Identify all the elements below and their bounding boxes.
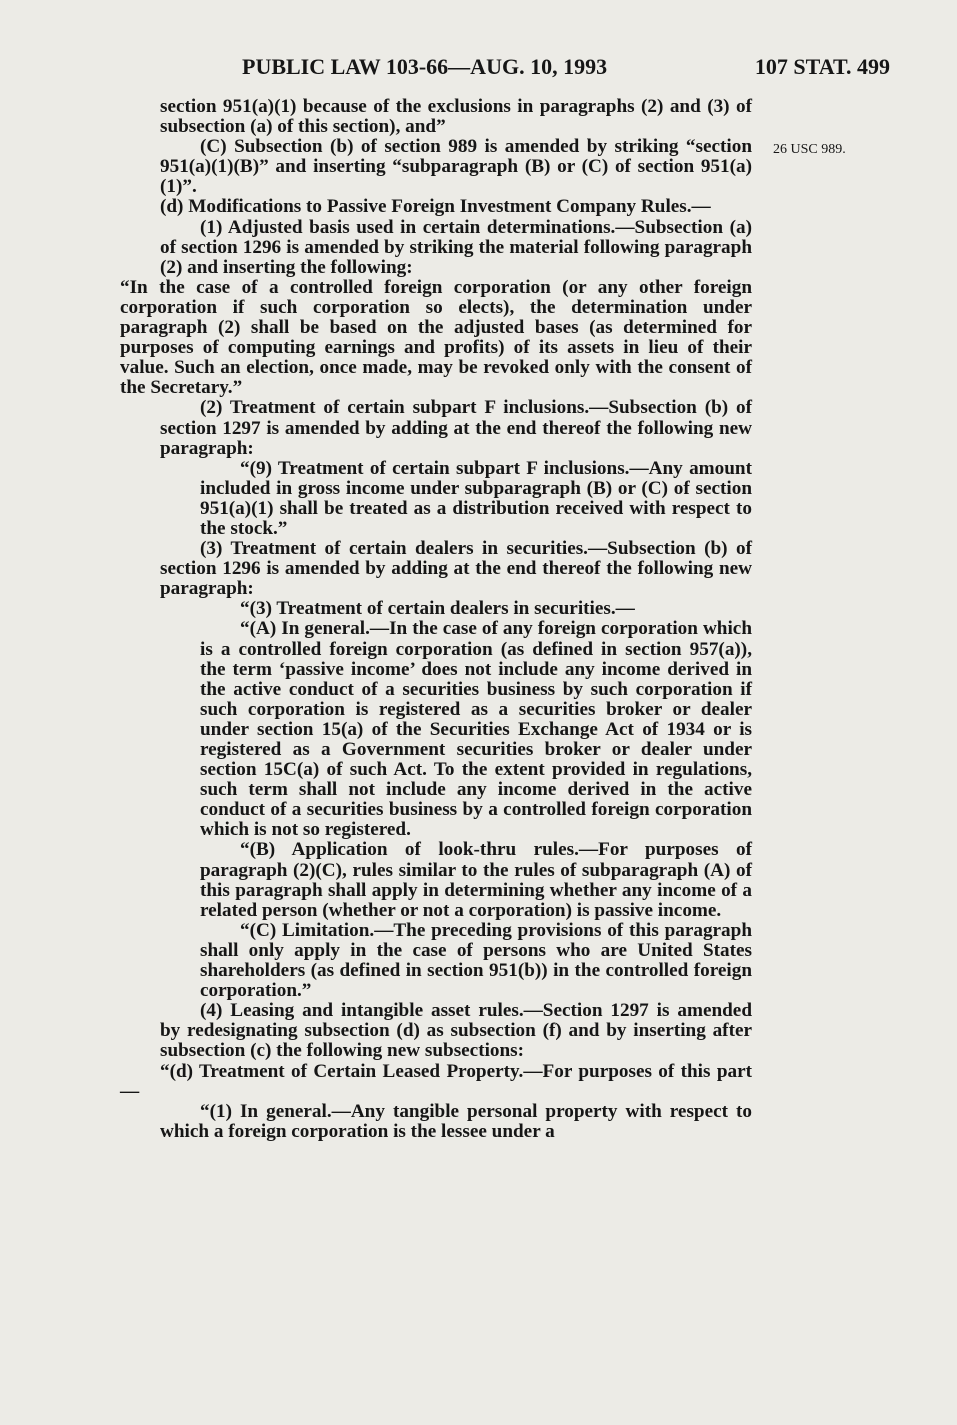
- paragraph-1-adjusted-basis: (1) Adjusted basis used in certain determinations.—Subsection (a) of section 1296 is amended by striking the material following paragraph (2) and inserting the following:: [160, 216, 752, 278]
- quoted-text-controlled-foreign-corporation: “In the case of a controlled foreign corporation (or any other foreign corporation if such corporation so elects), the determination under paragraph (2) shall be based on the adjusted bases (as determined for purposes of computing earnings and profits) of its assets in lieu of their value. Such an election, once made, may be revoked only with the consent of the Secretary.”: [120, 276, 752, 399]
- header-title: PUBLIC LAW 103-66—AUG. 10, 1993: [242, 54, 608, 79]
- paragraph-3-dealers: (3) Treatment of certain dealers in securities.—Subsection (b) of section 1296 is amended by adding at the end thereof the following new paragraph:: [160, 538, 752, 600]
- paragraph-continued: section 951(a)(1) because of the exclusions in paragraphs (2) and (3) of subsection (a) of this section), and”: [160, 96, 752, 138]
- header-stat-citation: 107 STAT. 499: [754, 54, 890, 79]
- paragraph-1-in-general: “(1) In general.—Any tangible personal property with respect to which a foreign corporation is the lessee under a: [160, 1100, 752, 1142]
- page-header: [120, 54, 890, 84]
- heading-d-text: (d) Modifications to Passive Foreign Investment Company Rules.—: [160, 196, 711, 218]
- paragraph-3-dealers-heading: “(3) Treatment of certain dealers in securities.—: [240, 598, 635, 620]
- paragraph-a-in-general: “(A) In general.—In the case of any foreign corporation which is a controlled foreign corporation (as defined in section 957(a)), the term ‘passive income’ does not include any income derived in the active conduct of a securities business by such corporation if such corporation is registered as a securities broker or dealer under section 15(a) of the Securities Exchange Act of 1934 or is registered as a Government securities broker or dealer under section 15C(a) of such Act. To the extent provided in regulations, such term shall not include any income derived in the active conduct of a securities business by a controlled foreign corporation which is not so registered.: [200, 618, 752, 841]
- paragraph-d-leased-property: “(d) Treatment of Certain Leased Property.—For purposes of this part—: [120, 1060, 752, 1102]
- paragraph-2-subpart-f: (2) Treatment of certain subpart F inclusions.—Subsection (b) of section 1297 is amended by adding at the end thereof the following new paragraph:: [160, 397, 752, 459]
- document-body: [120, 97, 752, 1142]
- paragraph-4-leasing: (4) Leasing and intangible asset rules.—Section 1297 is amended by redesignating subsection (d) as subsection (f) and by inserting after subsection (c) the following new subsections:: [160, 1000, 752, 1062]
- heading-d-modifications: [120, 197, 752, 217]
- paragraph-b-look-thru: “(B) Application of look-thru rules.—For purposes of paragraph (2)(C), rules similar to the rules of subparagraph (A) of this paragraph shall apply in determining whether any income of a related person (whether or not a corporation) is passive income.: [200, 839, 752, 921]
- paragraph-c-subsection-989: (C) Subsection (b) of section 989 is amended by striking “section 951(a)(1)(B)” and inserting “subparagraph (B) or (C) of section 951(a)(1)”.: [160, 136, 752, 198]
- paragraph-9-subpart-f: “(9) Treatment of certain subpart F inclusions.—Any amount included in gross income under subparagraph (B) or (C) of section 951(a)(1) shall be treated as a distribution received with respect to the stock.”: [200, 457, 752, 539]
- margin-note: 26 USC 989.: [773, 142, 846, 157]
- paragraph-c-limitation: “(C) Limitation.—The preceding provisions of this paragraph shall only apply in the case of persons who are United States shareholders (as defined in section 951(b)) in the controlled foreign corporation.”: [200, 919, 752, 1002]
